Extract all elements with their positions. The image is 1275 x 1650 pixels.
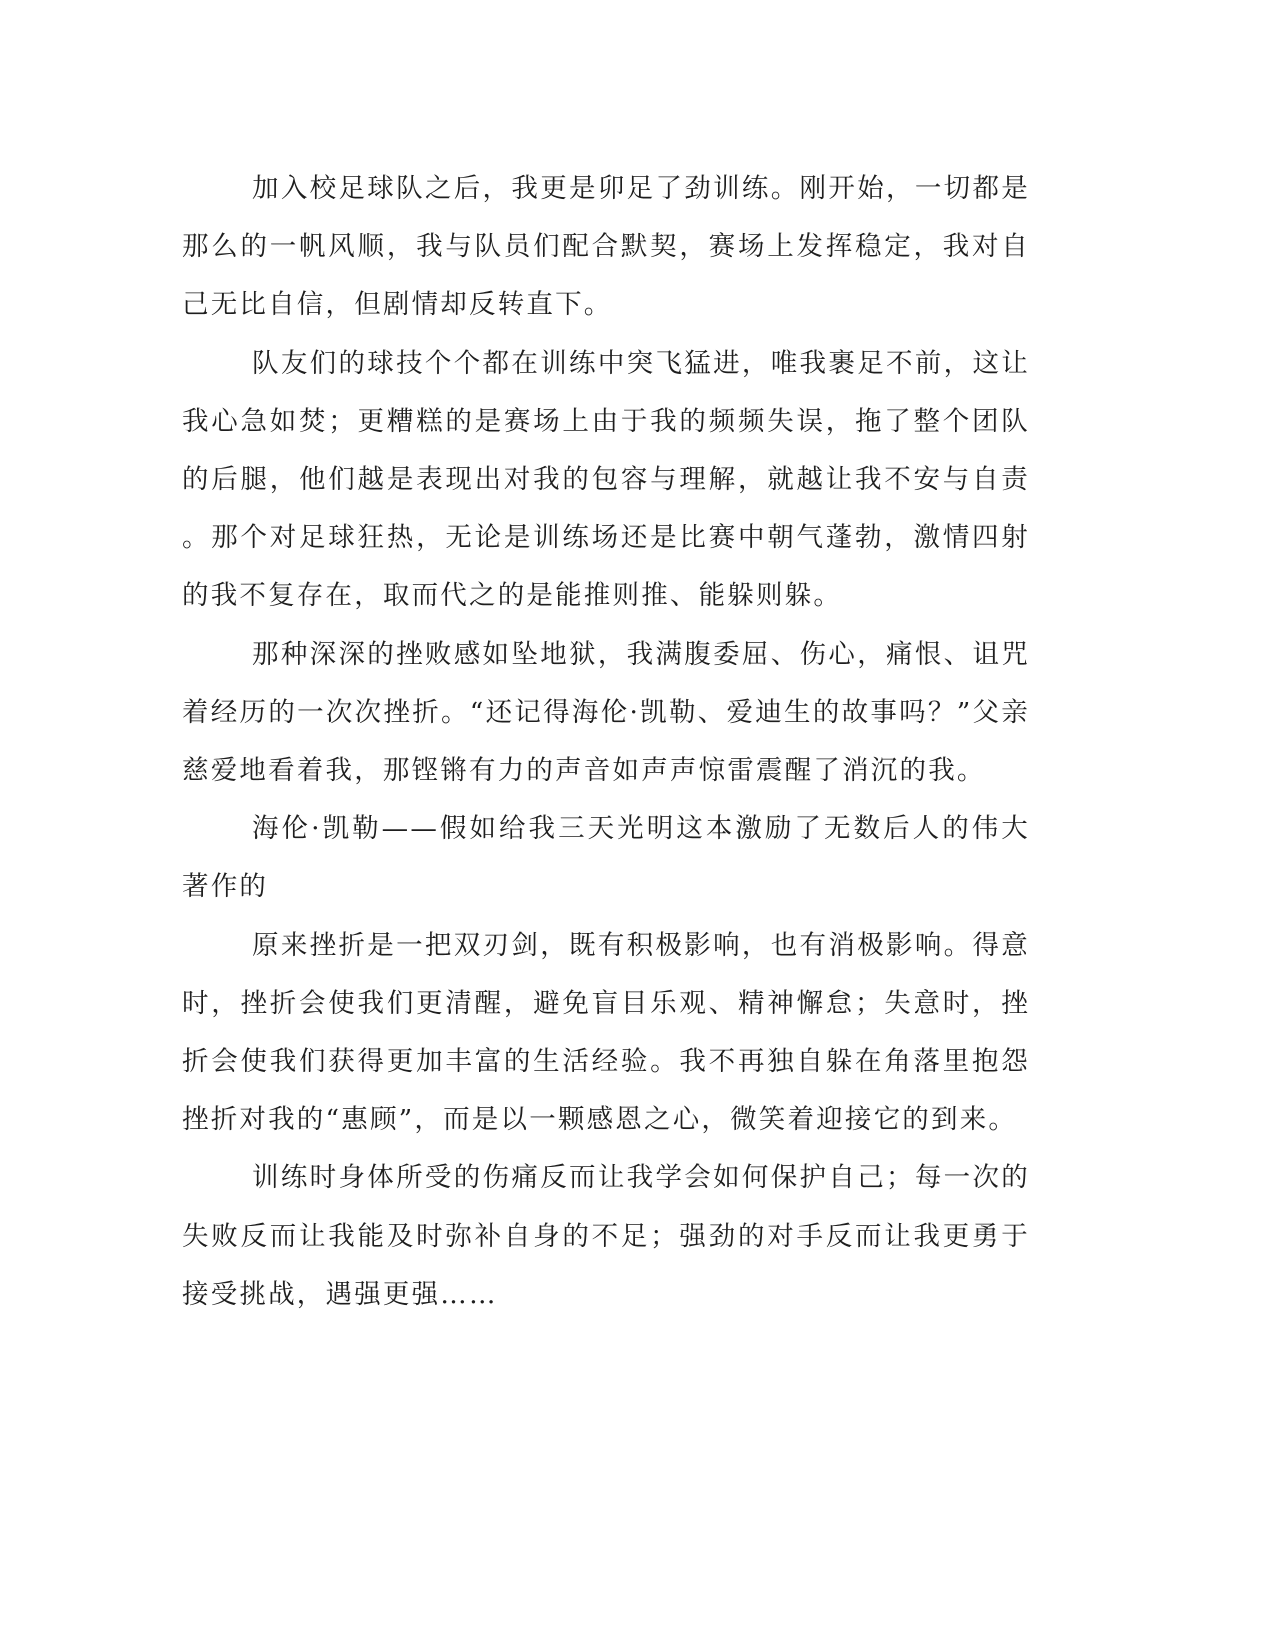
paragraph-4: 海伦·凯勒——假如给我三天光明这本激励了无数后人的伟大著作的: [182, 813, 1030, 903]
article-body: [182, 160, 1030, 1324]
paragraph-5: 原来挫折是一把双刃剑，既有积极影响，也有消极影响。得意时，挫折会使我们更清醒，避免盲目乐观、精神懈怠；失意时，挫折会使我们获得更加丰富的生活经验。我不再独自躲在角落里抱怨挫折对我的“惠顾”，而是以一颗感恩之心，微笑着迎接它的到来。: [182, 929, 1030, 1136]
paragraph-3: 那种深深的挫败感如坠地狱，我满腹委屈、伤心，痛恨、诅咒着经历的一次次挫折。“还记得海伦·凯勒、爱迪生的故事吗？”父亲慈爱地看着我，那铿锵有力的声音如声声惊雷震醒了消沉的我。: [182, 638, 1030, 787]
paragraph-6: 训练时身体所受的伤痛反而让我学会如何保护自己；每一次的失败反而让我能及时弥补自身的不足；强劲的对手反而让我更勇于接受挑战，遇强更强……: [182, 1162, 1030, 1310]
paragraph-2: 队友们的球技个个都在训练中突飞猛进，唯我裹足不前，这让我心急如焚；更糟糕的是赛场上由于我的频频失误，拖了整个团队的后腿，他们越是表现出对我的包容与理解，就越让我不安与自责。那个对足球狂热，无论是训练场还是比赛中朝气蓬勃，激情四射的我不复存在，取而代之的是能推则推、能躲则躲。: [182, 347, 1030, 612]
paragraph-1: 加入校足球队之后，我更是卯足了劲训练。刚开始，一切都是那么的一帆风顺，我与队员们配合默契，赛场上发挥稳定，我对自己无比自信，但剧情却反转直下。: [182, 173, 1030, 321]
